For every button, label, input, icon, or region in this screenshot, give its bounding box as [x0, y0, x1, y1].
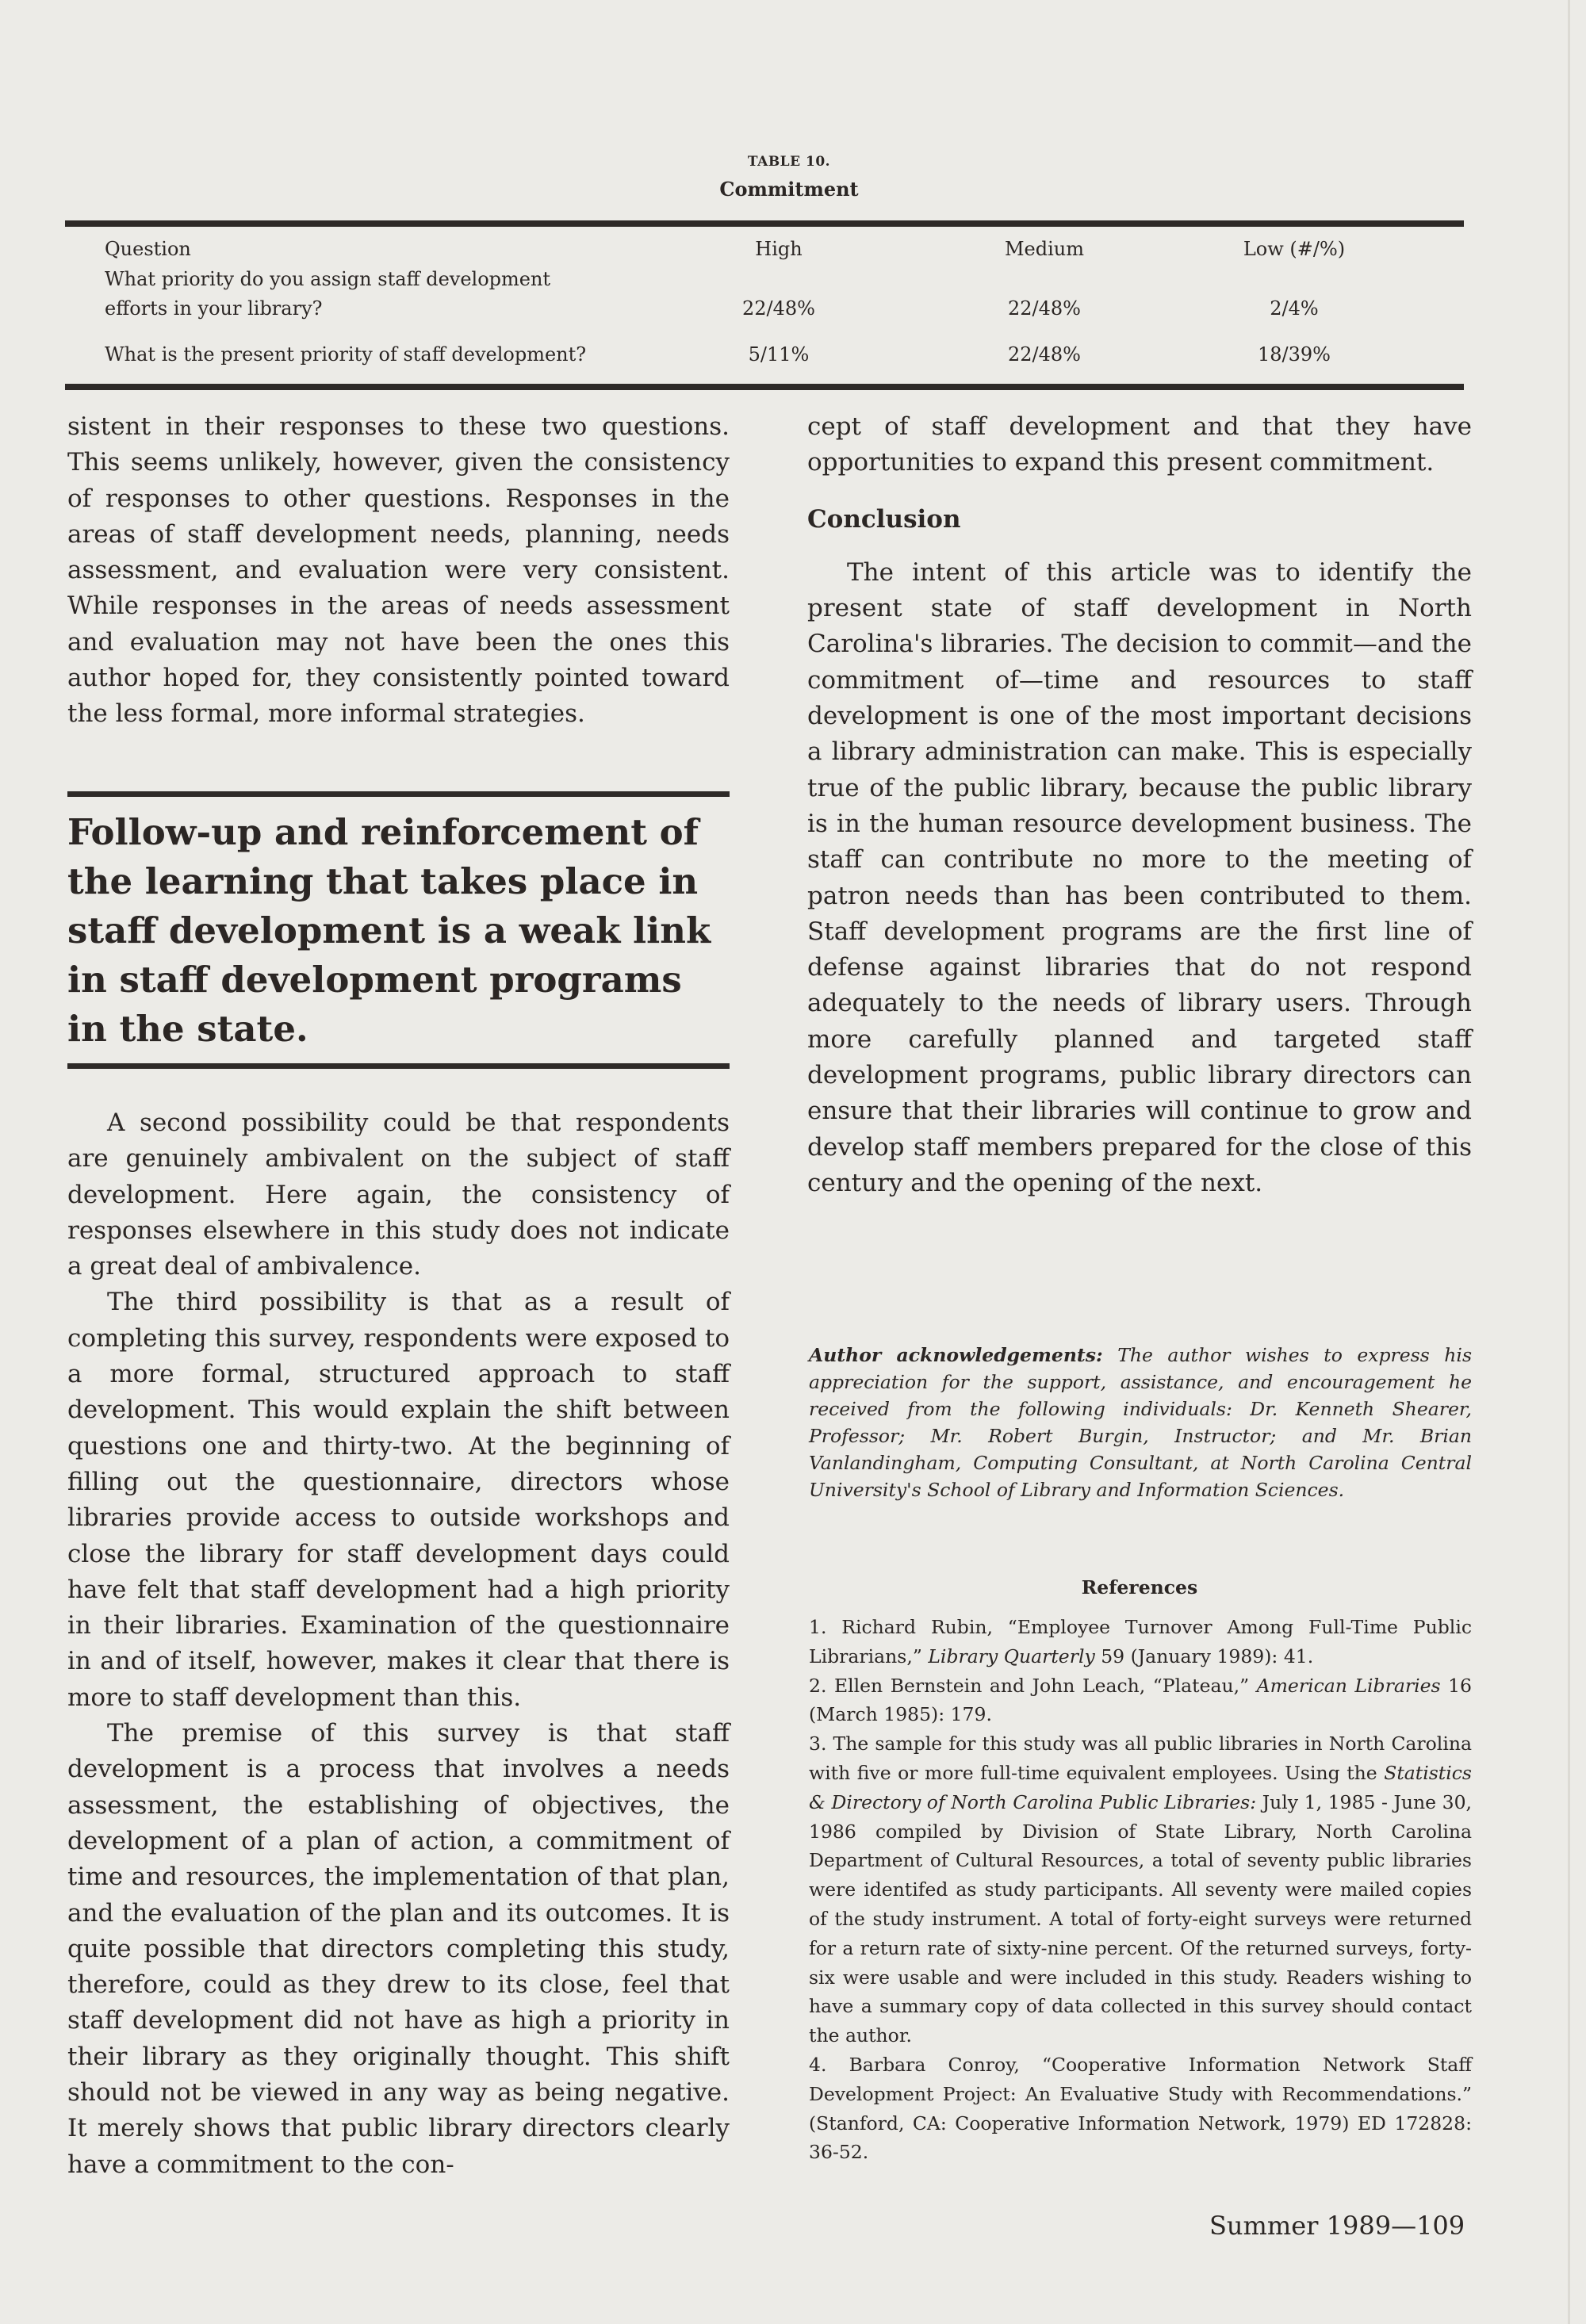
pull-quote-top-rule [67, 791, 730, 797]
header-question: Question [105, 238, 191, 260]
left-column-top [67, 409, 730, 733]
row2-medium: 22/48% [1008, 343, 1081, 366]
row1-high: 22/48% [742, 297, 815, 320]
reference-item: 2. Ellen Bernstein and John Leach, “Plateau,” American Libraries 16 (March 1985): 179. [809, 1674, 1473, 1726]
paragraph: sistent in their responses to these two questions. This seems unlikely, however, given the consistency of responses to other questions. Responses in the areas of staff development needs, planning, needs assessment, and evaluation were very consistent. While responses in the areas of needs assessment and evaluation may not have been the ones this author hoped for, they consistently pointed toward the less formal, more informal strategies. [67, 412, 730, 729]
table-label: TABLE 10. [747, 154, 831, 170]
row2-high: 5/11% [748, 343, 810, 366]
paragraph: The premise of this survey is that staff development is a process that involves a needs assessment, the establishing of objectives, the development of a plan of action, a commitment of time and resources, the implementation of that plan, and the evaluation of the plan and its outcomes. It is quite possible that directors completing this study, therefore, could as they drew to its close, feel that staff development did not have as high a priority in their library as they originally thought. This shift should not be viewed in any way as being negative. It merely shows that public library directors clearly have a commitment to the con- [67, 1719, 730, 2179]
row1-low: 2/4% [1270, 297, 1319, 320]
left-column-bottom [67, 1105, 730, 2183]
row1-question-line2: efforts in your library? [105, 297, 323, 320]
paragraph: cept of staff development and that they have opportunities to expand this present commitment. [807, 412, 1472, 477]
references-title: References [1081, 1576, 1198, 1598]
page-folio: Summer 1989—109 [1209, 2211, 1465, 2241]
row1-question-line1: What priority do you assign staff development [105, 268, 551, 290]
references-list [809, 1613, 1472, 2167]
pull-quote-bottom-rule [67, 1063, 730, 1069]
reference-item: 4. Barbara Conroy, “Cooperative Information Network Staff Development Project: An Evaluative Study with Recommendations.” (Stanford, CA: Cooperative Information Network, 1979) ED 172828: 36-52. [809, 2053, 1472, 2164]
table-top-rule [65, 220, 1464, 227]
paragraph: The intent of this article was to identify the present state of staff development in North Carolina's libraries. The decision to commit—and the commitment of—time and resources to staff development is one of the most important decisions a library administration can make. This is especially true of the public library, because the public library is in the human resource development business. The staff can contribute no more to the meeting of patron needs than has been contributed to them. Staff development programs are the first line of defense against libraries that do not respond adequately to the needs of library users. Through more carefully planned and targeted staff development programs, public library directors can ensure that their libraries will continue to grow and develop staff members prepared for the close of this century and the opening of the next. [807, 557, 1472, 1197]
section-heading-conclusion: Conclusion [807, 504, 961, 534]
page-edge [1568, 0, 1570, 2324]
pull-quote [67, 791, 730, 1069]
reference-item: 3. The sample for this study was all public libraries in North Carolina with five or more full-time equivalent employees. Using the Statistics & Directory of North Carolina Public Libraries: July 1, 1985 - June 30, 1986 compiled by Division of State Library, North Carolina Department of Cultural Resources, a total of seventy public libraries were identifed as study participants. All seventy were mailed copies of the study instrument. A total of forty-eight surveys were returned for a return rate of sixty-nine percent. Of the returned surveys, forty-six were usable and were included in this study. Readers wishing to have a summary copy of data collected in this survey should contact the author. [809, 1732, 1472, 2047]
table-title: Commitment [719, 178, 859, 201]
author-acknowledgements [809, 1342, 1472, 1503]
reference-item: 1. Richard Rubin, “Employee Turnover Among Full-Time Public Librarians,” Library Quarterly 59 (January 1989): 41. [809, 1616, 1472, 1667]
table-bottom-rule [65, 384, 1464, 390]
paragraph: A second possibility could be that respondents are genuinely ambivalent on the subject of staff development. Here again, the consistency of responses elsewhere in this study does not indicate a great deal of ambivalence. [67, 1108, 730, 1281]
header-high: High [755, 238, 803, 260]
header-low: Low (#/%) [1243, 238, 1346, 260]
row1-medium: 22/48% [1008, 297, 1081, 320]
ack-label: Author acknowledgements: [809, 1344, 1103, 1366]
row2-low: 18/39% [1258, 343, 1331, 366]
row2-question: What is the present priority of staff development? [105, 343, 587, 366]
pull-quote-text: Follow-up and reinforcement of the learning that takes place in staff development is a weak link in staff development programs in the state. [67, 811, 711, 1050]
paragraph: The third possibility is that as a result of completing this survey, respondents were exposed to a more formal, structured approach to staff development. This would explain the shift between questions one and thirty-two. At the beginning of filling out the questionnaire, directors whose libraries provide access to outside workshops and close the library for staff development days could have felt that staff development had a high priority in their libraries. Examination of the questionnaire in and of itself, however, makes it clear that there is more to staff development than this. [67, 1288, 730, 1712]
ack-text: The author wishes to express his appreciation for the support, assistance, and encouragement he received from the following individuals: Dr. Kenneth Shearer, Professor; Mr. Robert Burgin, Instructor; and Mr. Brian Vanlandingham, Computing Consultant, at North Carolina Central University's School of Library and Information Sciences. [809, 1344, 1472, 1501]
header-medium: Medium [1004, 238, 1085, 260]
right-column [807, 409, 1472, 1201]
